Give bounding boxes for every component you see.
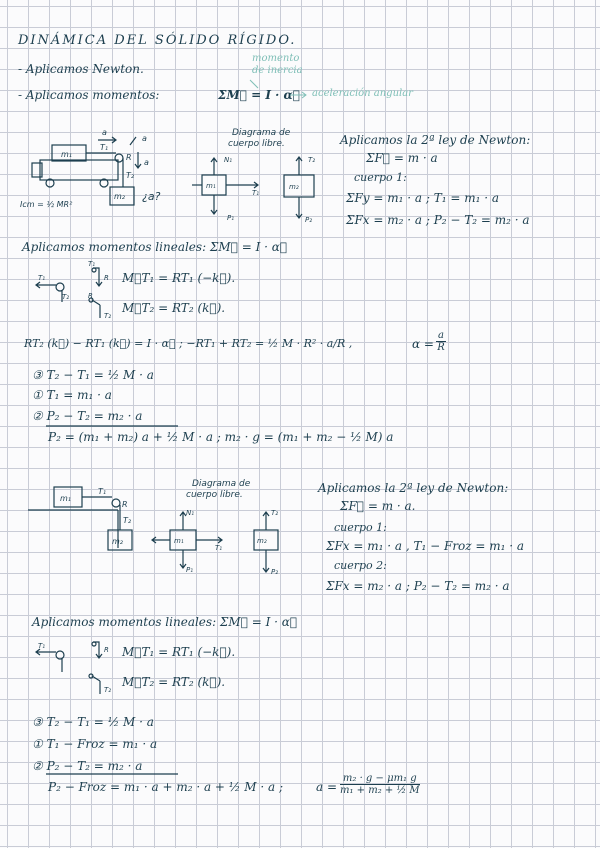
fbd1-n1: N₁ xyxy=(224,156,233,164)
s2-eq-fx1: ΣFx = m₁ · a , T₁ − Froz = m₁ · a xyxy=(326,539,525,553)
fig2-t1: T₁ xyxy=(98,487,107,496)
fbd1-p2: P₂ xyxy=(305,216,313,224)
fbd2-n1: N₁ xyxy=(186,509,195,517)
fbd2-title-2: cuerpo libre. xyxy=(186,490,243,500)
s2-newton-eq: ΣF⃗ = m · a. xyxy=(340,499,416,513)
fig2-r: R xyxy=(122,500,128,509)
s1-moments-title: Aplicamos momentos lineales: ΣM⃗ = I · α⃗ xyxy=(22,240,288,254)
fbd2-p1: P₁ xyxy=(186,566,194,574)
fbd1-title-1: Diagrama de xyxy=(232,128,291,138)
fbd2-title-1: Diagrama de xyxy=(192,479,251,489)
fbd2-m1: m₁ xyxy=(174,537,184,545)
moments-line-prefix: - Aplicamos momentos: xyxy=(18,88,160,102)
fig1-question: ¿a? xyxy=(142,190,161,203)
s2-result-fraction xyxy=(340,773,420,796)
newton-line: - Aplicamos Newton. xyxy=(18,62,144,76)
fbd2-t1: T₁ xyxy=(215,544,223,552)
s1-newton-title: Aplicamos la 2ª ley de Newton: xyxy=(340,133,531,147)
fbd1-m2: m₂ xyxy=(289,183,299,191)
pm1-r: R xyxy=(104,274,109,282)
s2-eq2: ② P₂ − T₂ = m₂ · a xyxy=(32,759,143,773)
s2-eq1: ① T₁ − Froz = m₁ · a xyxy=(32,737,158,751)
fig1-inertia: Icm = ½ MR² xyxy=(20,200,73,209)
note-inertia: de inercia xyxy=(252,65,303,76)
s1-alpha-den: R xyxy=(437,342,445,353)
fbd1-m1: m₁ xyxy=(206,182,216,190)
s2-eq3: ③ T₂ − T₁ = ½ M · a xyxy=(32,715,154,729)
fig1-r-label: R xyxy=(126,153,132,162)
s1-eq-fy: ΣFy = m₁ · a ; T₁ = m₁ · a xyxy=(346,191,500,205)
pm1-t2b: T₂ xyxy=(104,312,112,320)
fig1-accel-pulley-label: a xyxy=(142,134,147,143)
fbd2-body1 xyxy=(152,512,222,568)
fbd1-title-2: cuerpo libre. xyxy=(228,139,285,149)
fbd2-m2: m₂ xyxy=(257,537,267,545)
s1-alpha-lhs: α = xyxy=(412,337,434,351)
pm2-r: R xyxy=(104,646,109,654)
s2-eq-fx2: ΣFx = m₂ · a ; P₂ − T₂ = m₂ · a xyxy=(326,579,510,593)
s1-eq3: ③ T₂ − T₁ = ½ M · a xyxy=(32,368,154,382)
fig1-m1-label: m₁ xyxy=(61,150,72,159)
s1-mom-eq: RT₂ (k⃗) − RT₁ (k⃗) = I · α⃗ ; −RT₁ + RT₂ = ½ M · R² · a/R , xyxy=(24,337,353,350)
s1-body1: cuerpo 1: xyxy=(354,171,407,184)
fbd2-p2: P₂ xyxy=(271,568,279,576)
s2-result-lhs: a = xyxy=(316,780,338,794)
pm1-r2: R xyxy=(88,292,93,300)
note-moment: momento xyxy=(252,53,300,64)
fig2-m2: m₂ xyxy=(112,537,123,546)
s2-sum: P₂ − Froz = m₁ · a + m₂ · a + ½ M · a ; xyxy=(48,780,283,794)
fbd2-t2: T₂ xyxy=(271,509,279,517)
fbd1-t2: T₂ xyxy=(308,156,316,164)
fig1-m2-label: m₂ xyxy=(114,192,125,201)
s2-moments-title: Aplicamos momentos lineales: ΣM⃗ = I · α⃗ xyxy=(32,615,298,629)
s2-mom1: M⃗T₁ = RT₁ (−k⃗). xyxy=(122,645,236,659)
note-accel: aceleración angular xyxy=(312,88,413,99)
fig1-accel-hanging-label: a xyxy=(144,158,149,167)
s1-mom2: M⃗T₂ = RT₂ (k⃗). xyxy=(122,301,226,315)
page-title: DINÁMICA DEL SÓLIDO RÍGIDO. xyxy=(18,33,297,48)
pm2-t1: T₁ xyxy=(38,642,46,650)
fig1-t1-label: T₁ xyxy=(100,143,109,152)
pulley-moment-2 xyxy=(36,642,102,694)
s1-alpha-num: a xyxy=(438,330,444,341)
s1-mom1: M⃗T₁ = RT₁ (−k⃗). xyxy=(122,271,236,285)
pm1-t1: T₁ xyxy=(38,274,46,282)
s1-newton-eq: ΣF⃗ = m · a xyxy=(366,151,438,165)
fig1-t2-label: T₂ xyxy=(126,171,135,180)
s2-result-num: m₂ · g − μm₁ g xyxy=(340,773,420,785)
fbd1-p1: P₁ xyxy=(227,214,235,222)
s1-eq2: ② P₂ − T₂ = m₂ · a xyxy=(32,409,143,423)
fig1-accel-label: a xyxy=(102,128,107,137)
s1-eq1: ① T₁ = m₁ · a xyxy=(32,388,112,402)
fbd1-body1 xyxy=(192,158,258,214)
moments-line-equation: ΣM⃗ = I · α⃗ xyxy=(218,88,300,102)
s2-newton-title: Aplicamos la 2ª ley de Newton: xyxy=(318,481,509,495)
pm1-t2: T₂ xyxy=(62,293,70,301)
s2-body2: cuerpo 2: xyxy=(334,559,387,572)
s1-eq-fx: ΣFx = m₂ · a ; P₂ − T₂ = m₂ · a xyxy=(346,213,530,227)
s1-alpha-fraction xyxy=(436,330,446,353)
pm1-t1b: T₁ xyxy=(88,260,96,268)
s2-mom2: M⃗T₂ = RT₂ (k⃗). xyxy=(122,675,226,689)
fbd1-t1: T₁ xyxy=(252,189,260,197)
pm2-t2: T₂ xyxy=(104,686,112,694)
s1-sum: P₂ = (m₁ + m₂) a + ½ M · a ; m₂ · g = (m₁ + m₂ − ½ M) a xyxy=(48,430,394,444)
fig2-m1: m₁ xyxy=(60,494,71,503)
s2-body1: cuerpo 1: xyxy=(334,521,387,534)
fig2-t2: T₂ xyxy=(123,516,132,525)
s2-result-den: m₁ + m₂ + ½ M xyxy=(340,785,420,796)
